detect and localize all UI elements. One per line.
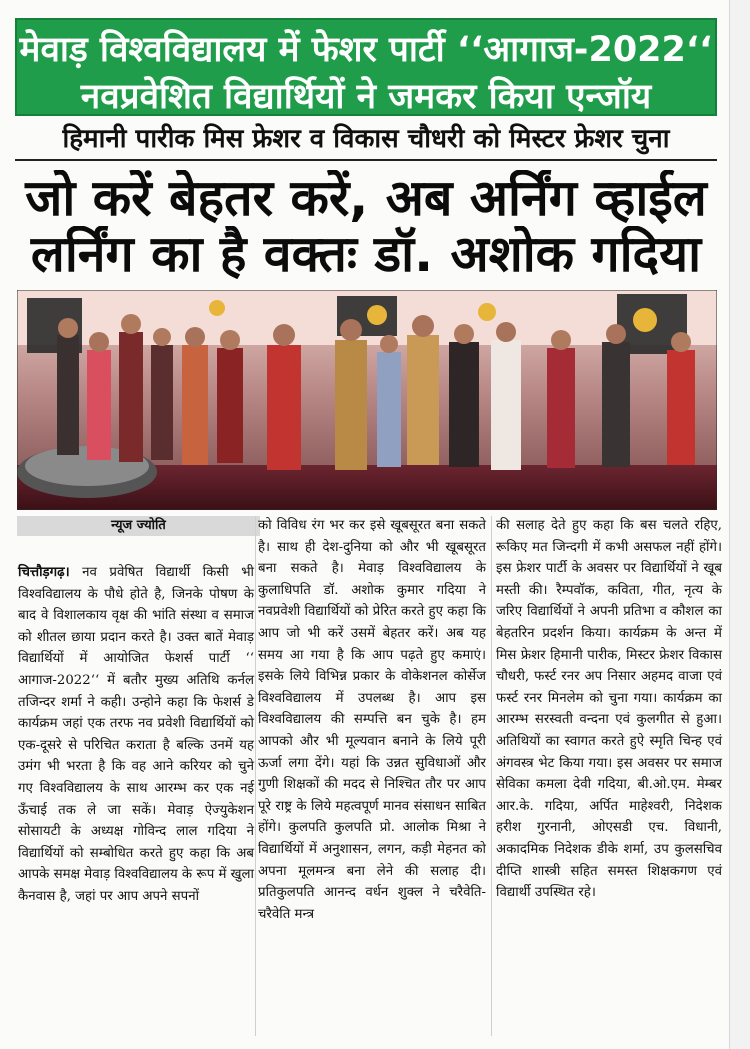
banner-line-2: नवप्रवेशित विद्यार्थियों ने जमकर किया एन्जॉय [80,77,652,117]
column-divider [255,516,256,1036]
adjacent-column-edge [729,0,750,1049]
byline: न्यूज ज्योति [17,516,260,536]
article-column-3 [496,515,722,904]
headline-line-2: लर्निंग का है वक्तः डॉ. अशोक गदिया [30,226,702,282]
article-column-2 [258,515,486,925]
dateline: चित्तौड़गढ़। [18,565,70,580]
subheadline: हिमानी पारीक मिस फ्रेशर व विकास चौधरी को मिस्टर फ्रेशर चुना [62,124,670,154]
column-2-text: को विविध रंग भर कर इसे खूबसूरत बना सकते है। साथ ही देश-दुनिया को और भी खूबसूरत बना सकते है। मेवाड़ विश्वविद्यालय के कुलाधिपति डॉ. अशोक कुमार गदिया ने नवप्रवेशी विद्यार्थियों को प्रेरित करते हुए कहा कि आप जो भी करें उसमें बेहतर करें। अब यह समय आ गया है कि आप पढ़ते हुए कमाएं। इसके लिये विभिन्न प्रकार के वोकेशनल कोर्सेज विश्वविद्यालय में उपलब्ध है। आप इस विश्वविद्यालय की सम्पत्ति बन चुके है। हम आपको और भी मूल्यवान बनाने के लिये पूरी ऊर्जा लगा देंगे। यहां कि उन्नत सुविधाओं और गुणी शिक्षकों की मदद से निश्चित तौर पर आप पूरे राष्ट्र के लिये महत्वपूर्ण मानव संसाधन साबित होंगे। कुलपति कुलपति प्रो. आलोक मिश्रा ने विद्यार्थियों में अनुशासन, लगन, कड़ी मेहनत को अपना मूलमन्त्र बना लेने की सलाह दी। प्रतिकुलपति आनन्द वर्धन शुक्ल ने चरैवेति-चरैवेति मन्त्र [258,518,486,922]
article-paragraph [18,562,254,908]
main-headline [15,170,717,282]
column-1-text: नव प्रवेषित विद्यार्थी किसी भी विश्वविद्यालय के पौधे होते है, जिनके पोषण के बाद वे विशालकाय वृक्ष की भांति संस्था व समाज को शीतल छाया प्रदान करते है। उक्त बातें मेवाड़ विद्यार्थियों में आयोजित फेशर्स पार्टी ‘‘ आगाज-2022‘‘ में बतौर मुख्य अतिथि कर्नल तजिन्दर शर्मा ने कही। उन्होने कहा कि फेशर्स डे कार्यक्रम जहां एक तरफ नव प्रवेशी विद्यार्थियों को एक-दूसरे से परिचित कराता है बल्कि उनमें यह उमंग भी भरता है कि वह आने करियर को चुने गए विश्वविद्यालय के साथ आरम्भ कर एक नई ऊँचाई तक ले जा सकें। मेवाड़ ऐज्युकेशन सोसायटी के अध्यक्ष गोविन्द लाल गदिया ने विद्यार्थियों को सम्बोधित करते हुए कहा कि अब आपके समक्ष मेवाड़ विश्वविद्यालय के रूप में खुला कैनवास है, जहां पर आप अपने सपनों [18,565,254,904]
column-divider [491,516,492,1036]
event-photo [17,290,717,510]
column-3-text: की सलाह देते हुए कहा कि बस चलते रहिए, रूकिए मत जिन्दगी में कभी असफल नहीं होंगे। इस फ्रेशर पार्टी के अवसर पर विद्यार्थियों ने खूब मस्ती की। रैम्पवॉक, कविता, गीत, नृत्य के जरिए विद्यार्थियों ने अपनी प्रतिभा व कौशल का बेहतरिन प्रदर्शन किया। कार्यक्रम के अन्त में मिस फ्रेशर हिमानी पारीक, मिस्टर फ्रेशर विकास चौधरी, फर्स्ट रनर अप निसार अहमद वाजा एवं फर्स्ट रनर मिनलेम को चुना गया। कार्यक्रम का आरम्भ सरस्वती वन्दना एवं कुलगीत से हुआ। अतिथियों का स्वागत करते हुऐ स्मृति चिन्ह एवं अंगवस्त्र भेट किया गया। इस अवसर पर समाज सेविका कमला देवी गदिया, बी.ओ.एम. मेम्बर आर.के. गदिया, अर्पित माहेश्वरी, निदेशक हरीश गुरनानी, ओएसडी एच. विधानी, अकादमिक निदेशक डीके शर्मा, उप कुलसचिव दीप्ति शास्त्री सहित समस्त शिक्षकगण एवं विद्यार्थी उपस्थित रहे। [496,518,722,901]
divider-rule [15,159,717,161]
headline-line-1: जो करें बेहतर करें, अब अर्निंग व्हाईल [25,170,707,226]
top-banner [15,18,717,116]
students-on-stage-photo-icon [17,290,717,510]
banner-line-1: मेवाड़ विश्वविद्यालय में फेशर पार्टी ‘‘आगाज-2022‘‘ [19,30,713,70]
article-column-1 [18,562,254,908]
